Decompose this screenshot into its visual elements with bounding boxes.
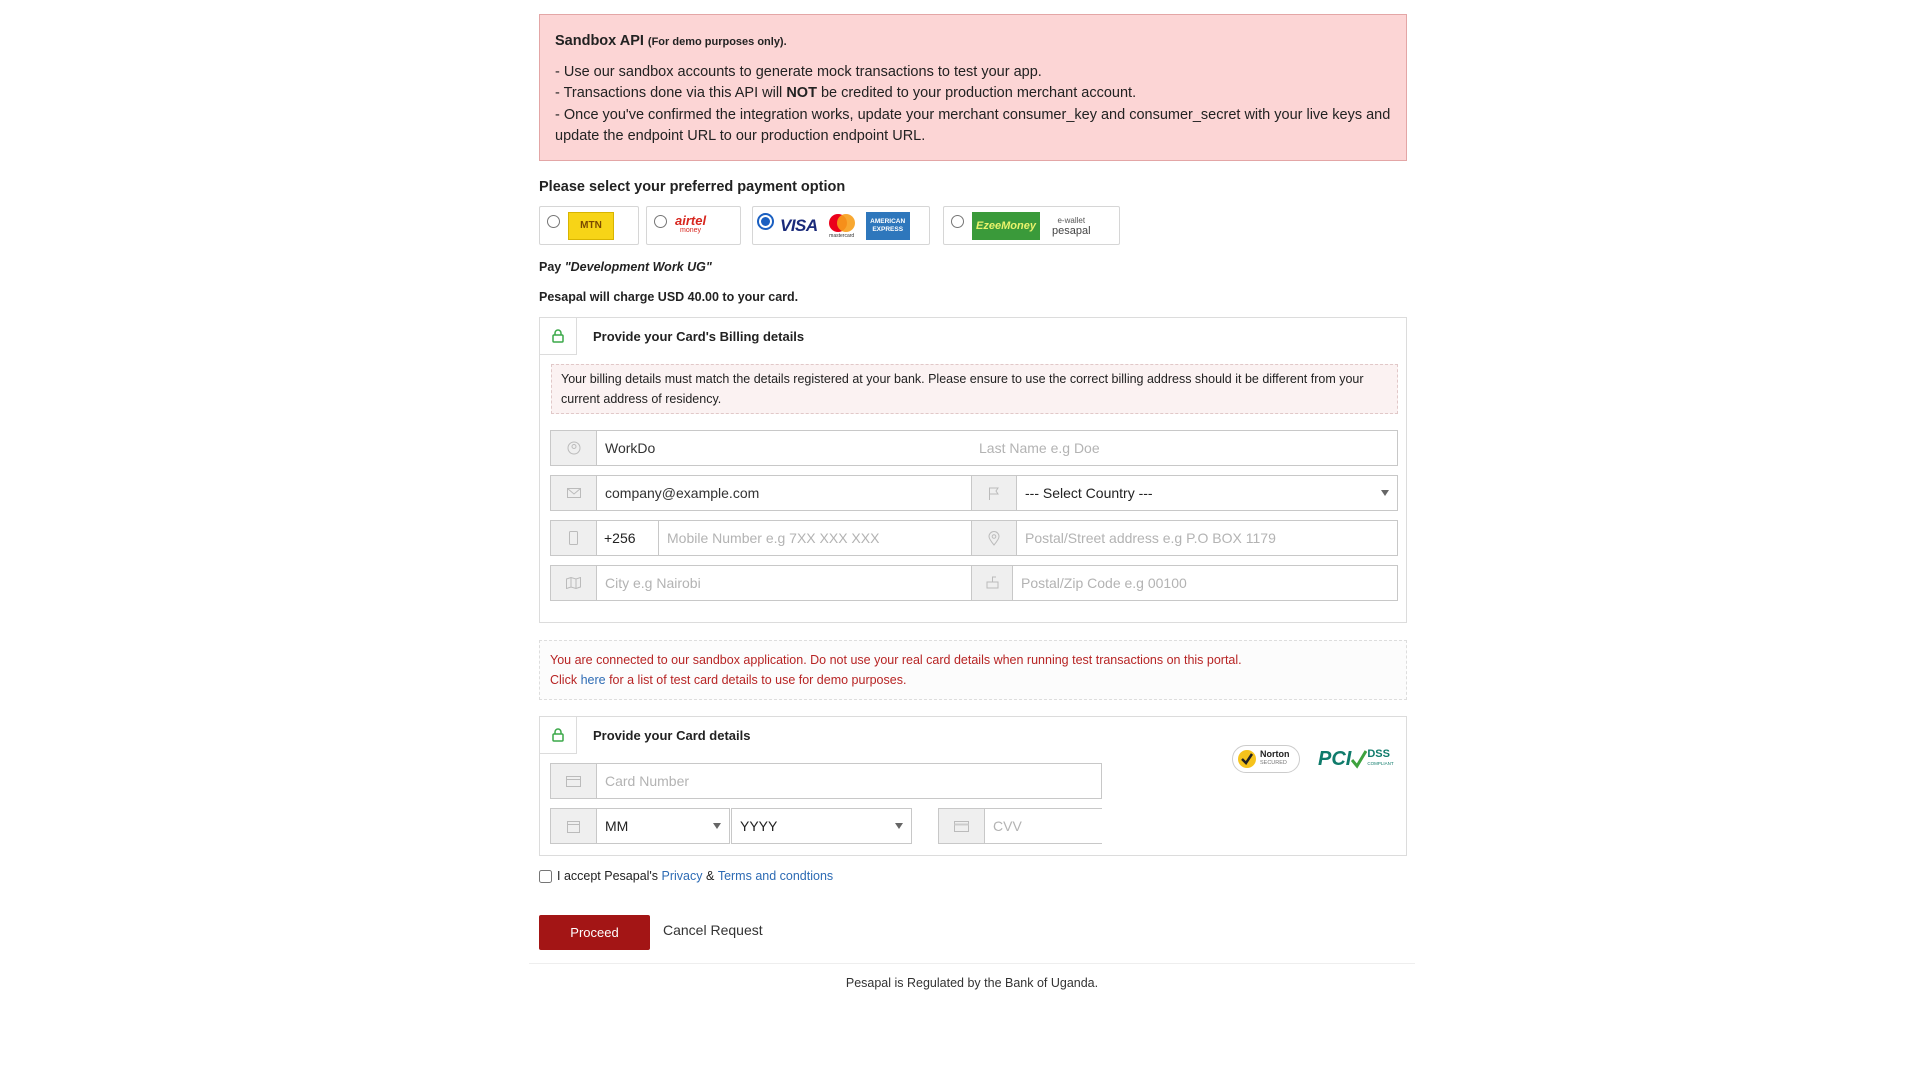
sandbox-title-text: Sandbox API [555, 33, 644, 49]
sandbox-title [555, 31, 1391, 54]
billing-panel [539, 317, 1407, 623]
country-select-value: --- Select Country --- [1025, 485, 1153, 501]
cvv-group [938, 808, 1102, 844]
city-input[interactable] [597, 566, 971, 600]
cards-radio-selected[interactable] [757, 213, 774, 230]
footer [529, 963, 1415, 1080]
payment-option-mtn[interactable] [539, 206, 639, 245]
charge-amount-text: Pesapal will charge USD 40.00 to your card. [539, 290, 799, 304]
norton-text: Norton [1260, 749, 1290, 759]
checkmark-icon [1351, 749, 1367, 769]
sandbox-line-1: - Use our sandbox accounts to generate mock transactions to test your app. [555, 63, 1042, 80]
pci-text: PCI [1318, 747, 1352, 770]
terms-row [539, 869, 833, 883]
card-panel [539, 716, 1407, 856]
sandbox-line-2-a: - Transactions done via this API will [555, 85, 787, 101]
sandbox-notice [539, 14, 1407, 161]
test-cards-link[interactable]: here [580, 672, 606, 687]
country-select[interactable] [1017, 476, 1397, 510]
sandbox-card-warning [539, 640, 1407, 700]
payment-option-cards[interactable] [752, 206, 930, 245]
address-input[interactable] [1017, 521, 1397, 555]
map-marker-icon [971, 521, 1017, 555]
mtn-logo-text: MTN [580, 220, 602, 231]
sandbox-subtitle: (For demo purposes only). [647, 36, 787, 48]
mtn-radio[interactable] [547, 215, 560, 228]
norton-secured-text: SECURED [1260, 760, 1287, 766]
address-group [971, 520, 1398, 556]
payment-option-ezee[interactable] [943, 206, 1120, 245]
flag-icon [971, 476, 1017, 510]
mastercard-logo [824, 213, 860, 239]
payment-option-airtel[interactable] [646, 206, 741, 245]
mobile-phone-icon [551, 521, 597, 555]
credit-card-icon [551, 764, 597, 798]
zip-input[interactable] [1013, 566, 1397, 600]
chevron-down-icon [1381, 490, 1389, 496]
card-back-icon [939, 809, 985, 843]
airtel-radio[interactable] [654, 215, 667, 228]
pesapal-wallet-logo [1052, 216, 1091, 236]
lock-icon [540, 717, 577, 754]
wallet-logo-top: e-wallet [1057, 215, 1086, 225]
expiry-year-value: YYYY [740, 818, 778, 834]
checkmark-icon [1237, 749, 1257, 769]
ezeemoney-logo: EzeeMoney [972, 212, 1040, 240]
email-group [550, 475, 972, 511]
pci-dss-badge [1318, 744, 1400, 774]
first-name-input[interactable] [597, 431, 971, 465]
card-number-group [550, 763, 1102, 799]
calendar-icon [551, 809, 597, 843]
warning-line-2 [550, 671, 1396, 691]
first-name-group [550, 430, 972, 466]
envelope-icon [551, 476, 597, 510]
expiry-month-value: MM [605, 818, 629, 834]
chevron-down-icon [895, 823, 903, 829]
warning-line-1: You are connected to our sandbox application. Do not use your real card details when running test transactions on this portal. [550, 653, 1242, 667]
dss-compliant-text: COMPLIANT [1367, 761, 1394, 766]
country-group [971, 475, 1398, 511]
terms-link[interactable]: Terms and condtions [717, 869, 834, 883]
city-group [550, 565, 972, 601]
visa-logo: VISA [780, 215, 818, 235]
card-number-input[interactable] [597, 764, 1101, 798]
chevron-down-icon [713, 823, 721, 829]
norton-secured-badge [1232, 745, 1300, 773]
billing-panel-title: Provide your Card's Billing details [593, 329, 805, 344]
privacy-link[interactable]: Privacy [661, 869, 703, 883]
lock-icon [540, 318, 577, 355]
mtn-logo [568, 212, 614, 240]
airtel-logo-text: airtel [675, 212, 707, 228]
warning-rest-text: for a list of test card details to use for demo purposes. [605, 672, 907, 687]
expiry-month-group [550, 808, 730, 844]
mobile-number-input[interactable] [659, 521, 971, 555]
sandbox-line-2 [555, 83, 1391, 105]
wallet-logo-bottom: pesapal [1052, 224, 1091, 237]
phone-group [550, 520, 972, 556]
airtel-logo [675, 212, 707, 236]
pay-to-merchant [539, 260, 712, 274]
terms-ampersand: & [702, 869, 718, 883]
terms-prefix: I accept Pesapal's [557, 869, 662, 883]
last-name-group [971, 430, 1398, 466]
phone-country-code: +256 [597, 521, 659, 555]
amex-logo: AMERICAN EXPRESS [866, 212, 910, 240]
sandbox-line-3: - Once you've confirmed the integration works, update your merchant consumer_key and consumer_secret with your live keys and update the endpoint URL to our production endpoint URL. [555, 106, 1391, 144]
user-icon [551, 431, 597, 465]
expiry-year-group [731, 808, 912, 844]
billing-panel-header [540, 318, 804, 355]
sandbox-line-2-c: be credited to your production merchant account. [816, 85, 1137, 101]
merchant-name: "Development Work UG" [564, 260, 712, 274]
mastercard-logo-text: mastercard [829, 232, 855, 239]
card-panel-title: Provide your Card details [593, 728, 751, 743]
accept-terms-checkbox[interactable] [539, 870, 552, 883]
pay-to-prefix: Pay [539, 260, 565, 274]
airtel-logo-sub: money [680, 226, 702, 234]
cvv-input[interactable] [985, 809, 1182, 843]
dss-text: DSS [1367, 748, 1390, 760]
expiry-month-select[interactable] [597, 809, 729, 843]
sandbox-line-2-emphasis: NOT [786, 85, 817, 101]
last-name-input[interactable] [971, 431, 1397, 465]
card-panel-header [540, 717, 751, 754]
zip-group [971, 565, 1398, 601]
map-icon [551, 566, 597, 600]
footer-text: Pesapal is Regulated by the Bank of Uganda. [845, 976, 1099, 990]
warning-click-text: Click [550, 672, 581, 687]
ezee-radio[interactable] [951, 215, 964, 228]
mailbox-icon [971, 566, 1013, 600]
cancel-request-link[interactable]: Cancel Request [663, 922, 763, 938]
payment-heading: Please select your preferred payment option [539, 179, 846, 195]
proceed-button[interactable]: Proceed [539, 915, 650, 950]
expiry-year-select[interactable] [732, 809, 911, 843]
mastercard-circles-icon [826, 213, 858, 233]
email-input[interactable] [597, 476, 971, 510]
billing-notice: Your billing details must match the details registered at your bank. Please ensure to use the correct billing address should it be different from your current address of residency. [551, 364, 1398, 414]
